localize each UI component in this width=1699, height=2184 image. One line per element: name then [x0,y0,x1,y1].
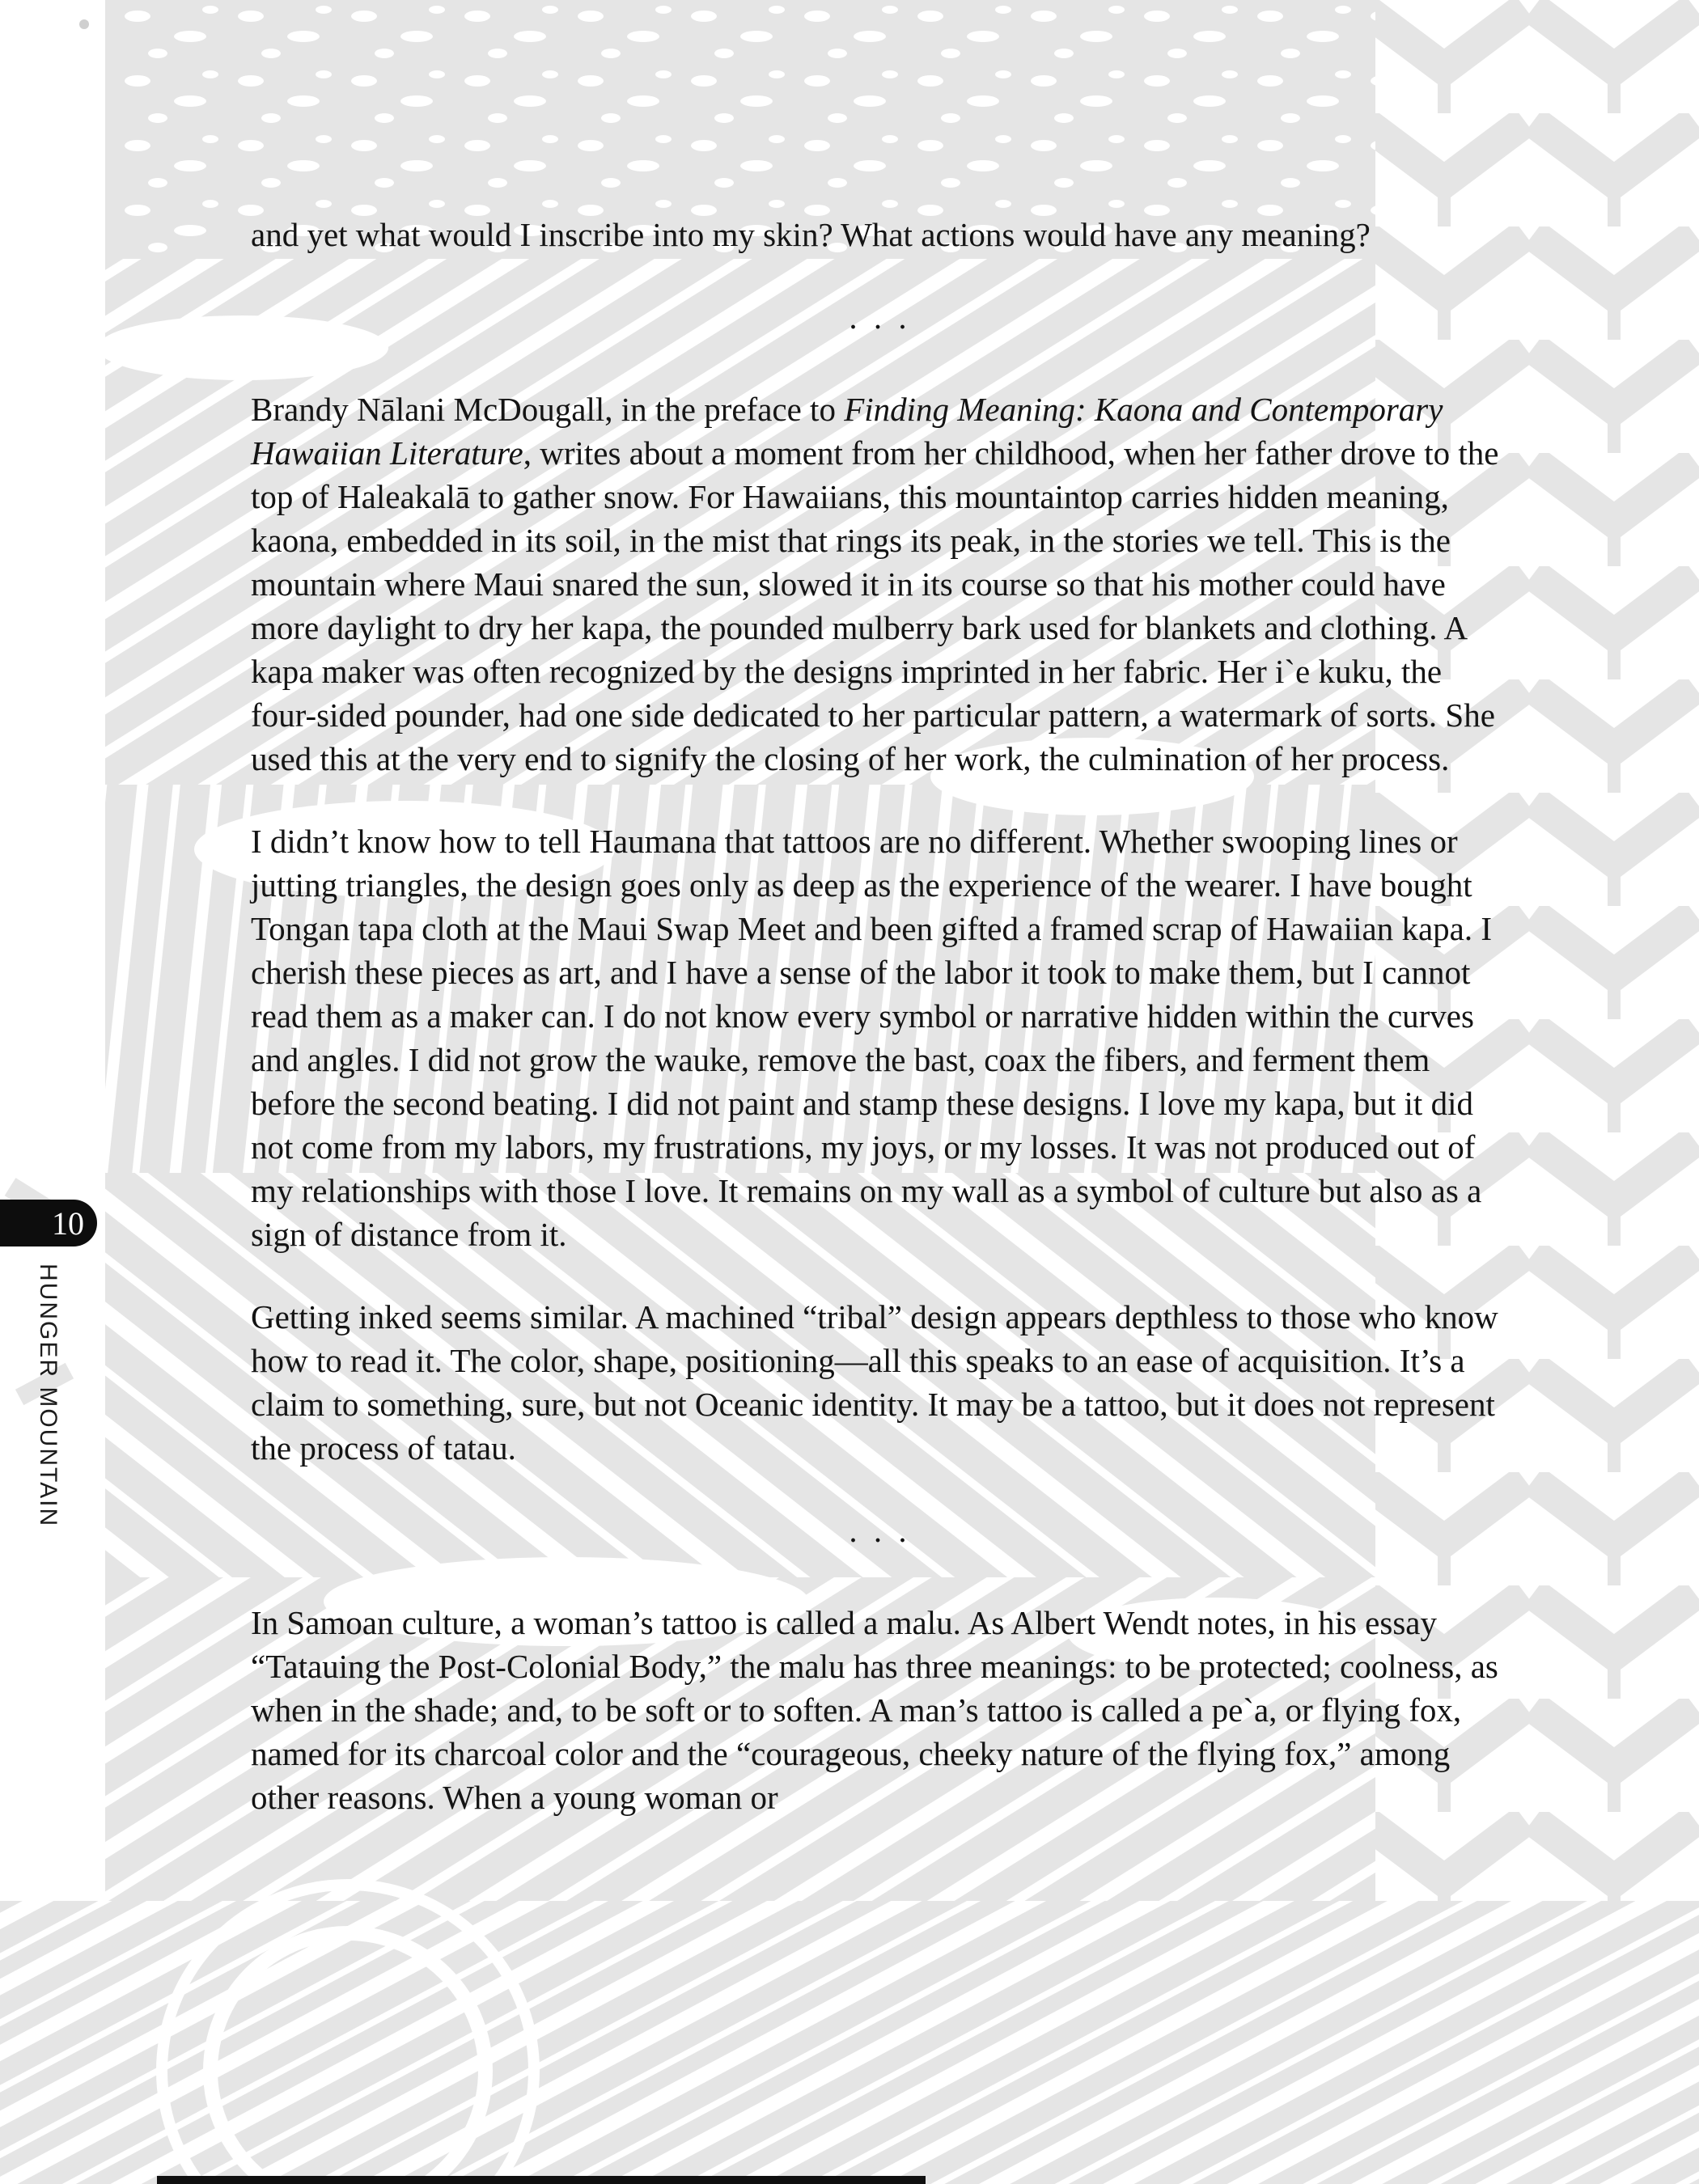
page-number: 10 [52,1204,84,1242]
paragraph: I didn’t know how to tell Haumana that tattoos are no different. Whether swooping lines or jutting triangles, the design goes only as deep as the experience of the wearer. I have bought Tongan tapa cloth at the Maui Swap Meet and been gifted a framed scrap of Hawaiian kapa. I cherish these pieces as art, and I have a sense of the labor it took to make them, but I cannot read them as a maker can. I do not know every symbol or narrative hidden within the curves and angles. I did not grow the wauke, remove the bast, coax the fibers, and ferment them before the second beating. I did not paint and stamp these designs. I love my kapa, but it did not come from my labors, my frustrations, my joys, or my losses. It was not produced out of my relationships with those I love. It remains on my wall as a symbol of culture but also as a sign of distance from it. [251,823,1493,1253]
journal-title-vertical: HUNGER MOUNTAIN [35,1263,61,1528]
section-separator: . . . [849,298,911,336]
page-number-tab [0,1200,97,1246]
paragraph: Brandy Nālani McDougall, in the preface to Finding Meaning: Kaona and Contemporary Hawaiian Literature, writes about a moment from her childhood, when her father drove to the top of Haleakalā to gather snow. For Hawaiians, this mountaintop carries hidden meaning, kaona, embedded in its soil, in the mist that rings its peak, in the stories we tell. This is the mountain where Maui snared the sun, slowed it in its course so that his mother could have more daylight to dry her kapa, the pounded mulberry bark used for blankets and clothing. A kapa maker was often recognized by the designs imprinted in her fabric. Her i`e kuku, the four-sided pounder, had one side dedicated to her particular pattern, a watermark of sorts. She used this at the very end to signify the closing of her work, the culmination of her process. [251,391,1499,777]
paragraph: In Samoan culture, a woman’s tattoo is called a malu. As Albert Wendt notes, in his essay “Tatauing the Post-Colonial Body,” the malu has three meanings: to be protected; coolness, as when in the shade; and, to be soft or to soften. A man’s tattoo is called a pe`a, or flying fox, named for its charcoal color and the “courageous, cheeky nature of the flying fox,” among other reasons. When a young woman or [251,1604,1498,1816]
page-text [251,213,1509,1858]
paragraph: Getting inked seems similar. A machined “tribal” design appears depthless to those who know how to read it. The color, shape, positioning—all this speaks to an ease of acquisition. It’s a claim to something, sure, but not Oceanic identity. It may be a tattoo, but it does not represent the process of tatau. [251,1298,1498,1467]
paragraph: and yet what would I inscribe into my skin? What actions would have any meaning? [251,216,1371,253]
section-separator: . . . [849,1512,911,1549]
